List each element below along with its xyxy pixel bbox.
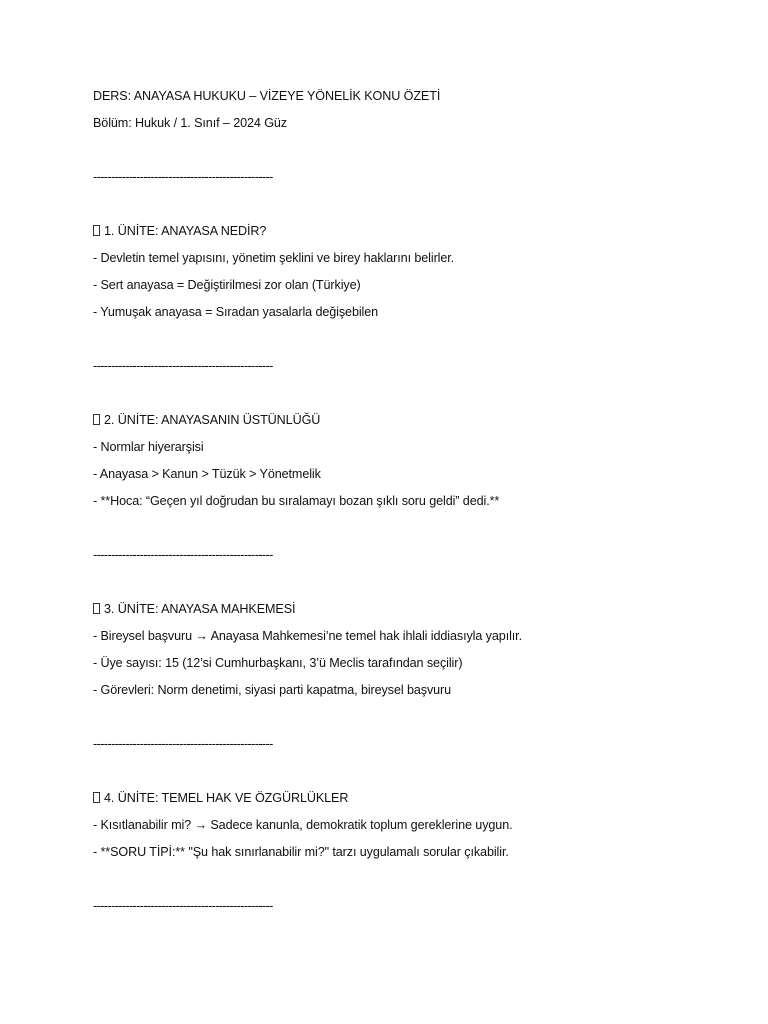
unit-4-line-1: - Kısıtlanabilir mi? → Sadece kanunla, demokratik toplum gereklerine uygun. [93, 818, 513, 832]
unit-heading-4 [93, 789, 713, 807]
unit-heading-1 [93, 222, 713, 240]
unit-4-line-2: - **SORU TİPİ:** "Şu hak sınırlanabilir mi?" tarzı uygulamalı sorular çıkabilir. [93, 845, 509, 859]
unit-2-line-3: - **Hoca: “Geçen yıl doğrudan bu sıralamayı bozan şıklı soru geldi” dedi.** [93, 494, 500, 508]
unit-3-line-3: - Görevleri: Norm denetimi, siyasi parti kapatma, bireysel başvuru [93, 683, 452, 697]
missing-glyph-box-icon [93, 792, 100, 803]
separator-line: -------------------------------------------------- [93, 737, 273, 751]
unit-1-line-1: - Devletin temel yapısını, yönetim şeklini ve birey haklarını belirler. [93, 251, 455, 265]
unit-heading-text: 1. ÜNİTE: ANAYASA NEDİR? [104, 224, 267, 238]
unit-2-line-2: - Anayasa > Kanun > Tüzük > Yönetmelik [93, 467, 321, 481]
separator-line: -------------------------------------------------- [93, 359, 273, 373]
separator-line: -------------------------------------------------- [93, 548, 273, 562]
unit-heading-text: 2. ÜNİTE: ANAYASANIN ÜSTÜNLÜĞÜ [104, 413, 321, 427]
document-title: DERS: ANAYASA HUKUKU – VİZEYE YÖNELİK KONU ÖZETİ [93, 89, 441, 103]
separator-line: -------------------------------------------------- [93, 899, 273, 913]
missing-glyph-box-icon [93, 603, 100, 614]
separator-line: -------------------------------------------------- [93, 170, 273, 184]
unit-heading-text: 4. ÜNİTE: TEMEL HAK VE ÖZGÜRLÜKLER [104, 791, 349, 805]
unit-3-line-2: - Üye sayısı: 15 (12’si Cumhurbaşkanı, 3’ü Meclis tarafından seçilir) [93, 656, 463, 670]
unit-1-line-3: - Yumuşak anayasa = Sıradan yasalarla değişebilen [93, 305, 379, 319]
unit-heading-3 [93, 600, 713, 618]
unit-1-line-2: - Sert anayasa = Değiştirilmesi zor olan (Türkiye) [93, 278, 361, 292]
unit-3-line-1: - Bireysel başvuru → Anayasa Mahkemesi’ne temel hak ihlali iddiasıyla yapılır. [93, 629, 522, 643]
unit-heading-2 [93, 411, 713, 429]
unit-heading-text: 3. ÜNİTE: ANAYASA MAHKEMESİ [104, 602, 296, 616]
missing-glyph-box-icon [93, 225, 100, 236]
document-subtitle: Bölüm: Hukuk / 1. Sınıf – 2024 Güz [93, 116, 288, 130]
document-page [93, 87, 713, 915]
unit-2-line-1: - Normlar hiyerarşisi [93, 440, 204, 454]
missing-glyph-box-icon [93, 414, 100, 425]
